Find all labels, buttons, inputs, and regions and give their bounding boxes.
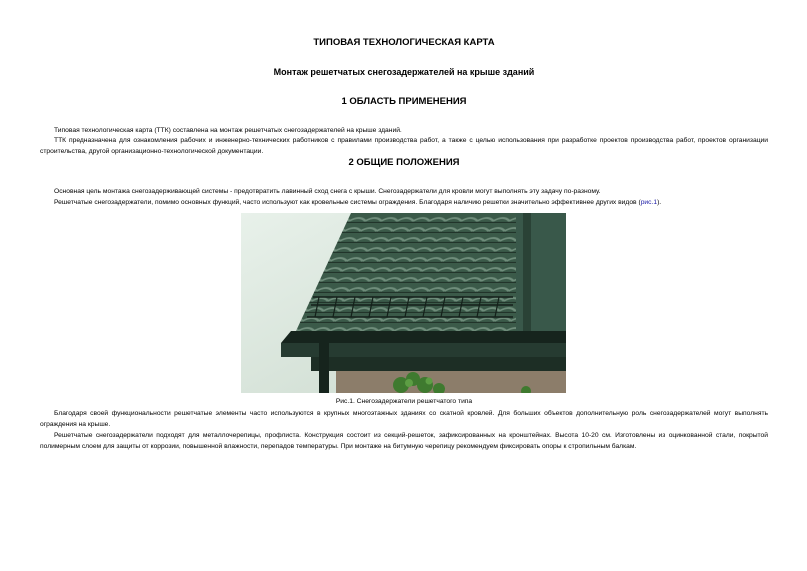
paragraph-text: Решетчатые снегозадержатели, помимо основных функций, часто используют как кровельные системы ограждения. Благодаря наличию решетки значительно эффективнее других видов ( — [54, 199, 641, 206]
section-2-paragraph-3: Благодаря своей функциональности решетчатые элементы часто используются в крупных многоэтажных зданиях со скатной кровлей. Для больших объектов дополнительную роль снегозадержателей могут выполнять ограждения на крыше. — [40, 410, 768, 428]
figure-1-link[interactable]: рис.1 — [640, 199, 658, 206]
document-subtitle: Монтаж решетчатых снегозадержателей на крыше зданий — [273, 67, 535, 77]
document-title: ТИПОВАЯ ТЕХНОЛОГИЧЕСКАЯ КАРТА — [313, 37, 495, 48]
section-1-paragraph-1: Типовая технологическая карта (ТТК) составлена на монтаж решетчатых снегозадержателей на крыше зданий. — [54, 127, 402, 134]
figure-1-caption: Рис.1. Снегозадержатели решетчатого типа — [335, 398, 473, 405]
section-2-paragraph-1: Основная цель монтажа снегозадерживающей системы - предотвратить лавинный сход снега с крыши. Снегозадержатели для кровли могут выполнять эту задачу по-разному. — [54, 188, 601, 195]
section-2-heading: 2 ОБЩИЕ ПОЛОЖЕНИЯ — [348, 157, 460, 168]
roof-snow-guard-photo — [241, 213, 566, 393]
section-2-paragraph-2 — [40, 198, 768, 209]
section-1-paragraph-2: ТТК предназначена для ознакомления рабочих и инженерно-технических работников с правилами производства работ, а также с целью использования при разработке проектов производства работ, проектов организации строительства, другой организационно-технологической документации. — [40, 137, 768, 155]
section-2-paragraph-4: Решетчатые снегозадержатели подходят для металлочерепицы, профлиста. Конструкция состоит из секций-решеток, зафиксированных на кронштейнах. Высота 10-20 см. Изготовлены из оцинкованной стали, покрытой полимерным слоем для защиты от коррозии, повышенной влажности, перепадов температуры. При монтаже на битумную черепицу рекомендуем фиксировать опоры к стропильным балкам. — [40, 432, 768, 450]
document-page — [40, 0, 768, 571]
paragraph-end: ). — [657, 199, 662, 206]
section-1-heading: 1 ОБЛАСТЬ ПРИМЕНЕНИЯ — [341, 96, 467, 107]
